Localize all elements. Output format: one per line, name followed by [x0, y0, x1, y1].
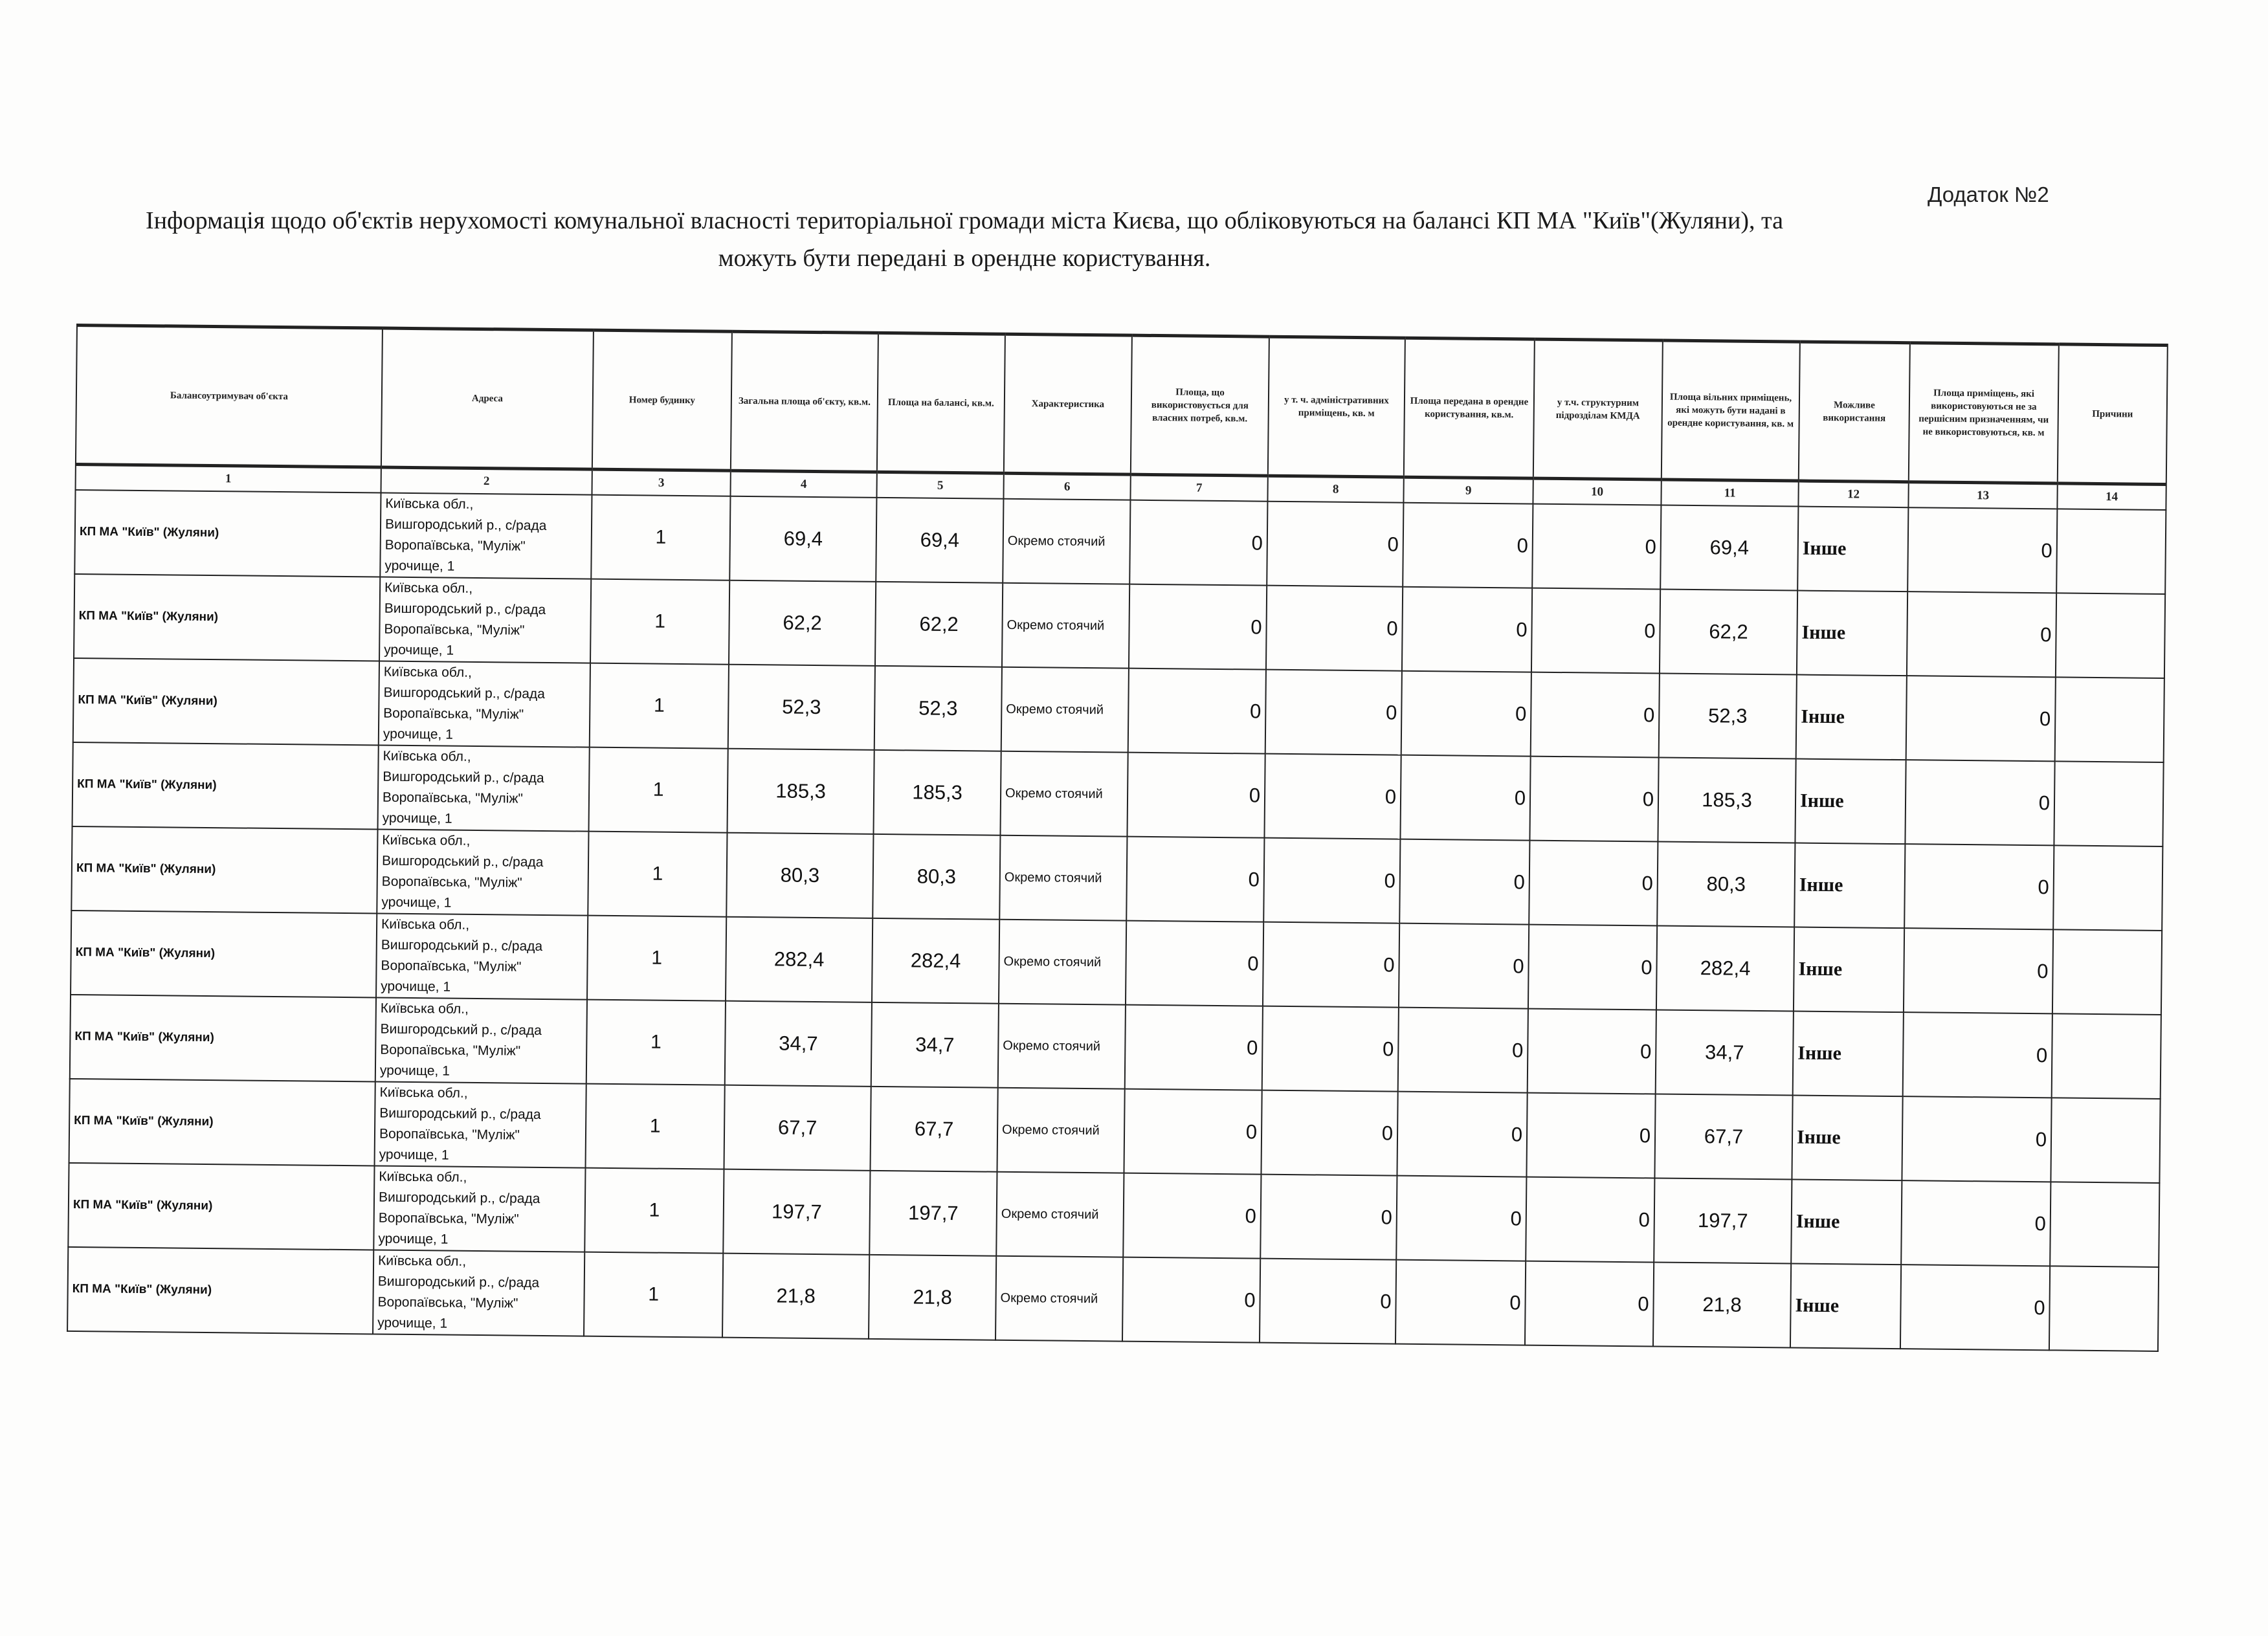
leased-area-cell: 0: [1403, 503, 1533, 588]
leased-area-cell: 0: [1400, 755, 1530, 841]
balance-area-cell: 34,7: [871, 1002, 999, 1088]
balance-holder-cell: КП МА "Київ" (Жуляни): [72, 742, 379, 830]
column-header: Площа вільних приміщень, які можуть бути надані в орендне користування, кв. м: [1662, 340, 1800, 481]
free-area-cell: 52,3: [1659, 674, 1797, 759]
characteristic-cell: Окремо стоячий: [1002, 583, 1129, 669]
characteristic-cell: Окремо стоячий: [997, 1088, 1124, 1173]
column-number: 9: [1403, 477, 1533, 503]
balance-holder-cell: КП МА "Київ" (Жуляни): [74, 574, 380, 661]
possible-use-cell: Інше: [1797, 507, 1908, 592]
admin-area-cell: 0: [1262, 1006, 1399, 1092]
characteristic-cell: Окремо стоячий: [999, 835, 1127, 921]
column-header: Причини: [2058, 344, 2168, 485]
leased-area-cell: 0: [1399, 923, 1529, 1009]
table-container: [67, 324, 2167, 1352]
leased-area-cell: 0: [1399, 839, 1529, 925]
characteristic-cell: Окремо стоячий: [1000, 751, 1128, 837]
balance-holder-cell: КП МА "Київ" (Жуляни): [70, 995, 376, 1082]
reasons-cell: [2054, 761, 2163, 846]
column-number: 5: [876, 472, 1003, 498]
unused-area-cell: 0: [1907, 507, 2057, 593]
total-area-cell: 69,4: [729, 496, 876, 582]
leased-area-cell: 0: [1398, 1008, 1528, 1093]
address-cell: Київська обл., Вишгородський р., с/рада Воропаївська, "Мулiж" урочище, 1: [373, 1250, 584, 1336]
own-use-area-cell: 0: [1126, 921, 1263, 1006]
leased-area-cell: 0: [1395, 1260, 1526, 1345]
column-header: Номер будинку: [592, 330, 732, 470]
balance-area-cell: 62,2: [875, 582, 1003, 667]
column-number: 2: [381, 467, 592, 495]
total-area-cell: 34,7: [725, 1001, 872, 1087]
reasons-cell: [2052, 1013, 2161, 1099]
column-header: Балансоутримувач об'єкта: [76, 326, 383, 468]
free-area-cell: 34,7: [1656, 1010, 1794, 1095]
possible-use-cell: Інше: [1797, 591, 1907, 676]
column-header: Площа приміщень, які використовуються не за першісним призначенням, чи не використовуються, кв. м: [1909, 343, 2059, 483]
column-header: Площа на балансі, кв.м.: [877, 333, 1005, 473]
possible-use-cell: Інше: [1793, 1011, 1904, 1097]
column-number: 13: [1908, 482, 2057, 509]
column-header: Характеристика: [1004, 334, 1132, 474]
house-number-cell: 1: [586, 1000, 726, 1085]
address-cell: Київська обл., Вишгородський р., с/рада Воропаївська, "Мулiж" урочище, 1: [375, 1081, 586, 1167]
free-area-cell: 282,4: [1656, 925, 1794, 1011]
address-cell: Київська обл., Вишгородський р., с/рада Воропаївська, "Мулiж" урочище, 1: [375, 997, 587, 1083]
table-body: [67, 490, 2166, 1351]
kmda-area-cell: 0: [1528, 1009, 1656, 1094]
own-use-area-cell: 0: [1124, 1089, 1262, 1175]
leased-area-cell: 0: [1402, 587, 1532, 672]
own-use-area-cell: 0: [1125, 1005, 1263, 1090]
address-cell: Київська обл., Вишгородський р., с/рада Воропаївська, "Мулiж" урочище, 1: [373, 1166, 585, 1252]
leased-area-cell: 0: [1396, 1176, 1526, 1261]
kmda-area-cell: 0: [1526, 1093, 1655, 1178]
total-area-cell: 52,3: [728, 665, 875, 750]
unused-area-cell: 0: [1902, 1096, 2051, 1182]
column-header: Можливе використання: [1799, 342, 1910, 482]
reasons-cell: [2055, 677, 2164, 762]
unused-area-cell: 0: [1904, 844, 2054, 929]
address-cell: Київська обл., Вишгородський р., с/рада Воропаївська, "Мулiж" урочище, 1: [378, 746, 590, 832]
free-area-cell: 21,8: [1653, 1262, 1791, 1347]
address-cell: Київська обл., Вишгородський р., с/рада Воропаївська, "Мулiж" урочище, 1: [376, 913, 588, 999]
column-header: Загальна площа об'єкту, кв.м.: [731, 331, 878, 472]
balance-holder-cell: КП МА "Київ" (Жуляни): [67, 1247, 373, 1334]
kmda-area-cell: 0: [1529, 841, 1658, 926]
address-cell: Київська обл., Вишгородський р., с/рада Воропаївська, "Мулiж" урочище, 1: [377, 830, 588, 916]
admin-area-cell: 0: [1263, 838, 1400, 923]
balance-area-cell: 282,4: [872, 918, 999, 1004]
possible-use-cell: Інше: [1795, 759, 1906, 845]
balance-area-cell: 80,3: [873, 834, 1000, 920]
balance-holder-cell: КП МА "Київ" (Жуляни): [73, 658, 379, 746]
property-table: [67, 324, 2168, 1352]
column-number: 7: [1130, 474, 1267, 502]
balance-area-cell: 67,7: [870, 1087, 997, 1172]
annex-label: Додаток №2: [1928, 182, 2049, 206]
admin-area-cell: 0: [1265, 670, 1402, 755]
possible-use-cell: Інше: [1792, 1096, 1902, 1181]
admin-area-cell: 0: [1267, 502, 1403, 587]
reasons-cell: [2053, 845, 2162, 931]
possible-use-cell: Інше: [1794, 927, 1904, 1013]
characteristic-cell: Окремо стоячий: [1001, 667, 1129, 753]
page-title: [91, 202, 1838, 277]
own-use-area-cell: 0: [1129, 584, 1267, 670]
free-area-cell: 80,3: [1657, 841, 1795, 927]
unused-area-cell: 0: [1903, 1012, 2052, 1098]
leased-area-cell: 0: [1401, 671, 1531, 757]
column-header: Площа, що використовується для власних потреб, кв.м.: [1131, 335, 1269, 476]
unused-area-cell: 0: [1901, 1180, 2051, 1266]
reasons-cell: [2049, 1266, 2159, 1351]
kmda-area-cell: 0: [1531, 588, 1660, 674]
column-number: 12: [1798, 481, 1908, 507]
balance-holder-cell: КП МА "Київ" (Жуляни): [71, 826, 377, 914]
balance-holder-cell: КП МА "Київ" (Жуляни): [69, 1079, 375, 1166]
balance-holder-cell: КП МА "Київ" (Жуляни): [74, 490, 381, 577]
kmda-area-cell: 0: [1526, 1177, 1654, 1263]
kmda-area-cell: 0: [1525, 1261, 1654, 1347]
house-number-cell: 1: [587, 916, 726, 1001]
balance-area-cell: 69,4: [876, 498, 1003, 583]
own-use-area-cell: 0: [1126, 837, 1264, 922]
admin-area-cell: 0: [1260, 1175, 1397, 1260]
total-area-cell: 67,7: [724, 1085, 871, 1171]
total-area-cell: 62,2: [729, 580, 876, 666]
characteristic-cell: Окремо стоячий: [1003, 499, 1130, 584]
title-line-1: Інформація щодо об'єктів нерухомості комунальної власності територіальної громади міста Києва, що обліковуються на балансі КП МА "Київ"(Жуляни), та: [146, 207, 1783, 234]
house-number-cell: 1: [584, 1252, 723, 1338]
total-area-cell: 21,8: [722, 1254, 869, 1339]
column-header: Площа передана в орендне користування, кв.м.: [1404, 338, 1535, 478]
house-number-cell: 1: [586, 1084, 725, 1169]
address-cell: Київська обл., Вишгородський р., с/рада Воропаївська, "Мулiж" урочище, 1: [379, 661, 590, 747]
column-number: 3: [592, 469, 730, 496]
column-number: 1: [76, 464, 381, 492]
unused-area-cell: 0: [1906, 676, 2056, 761]
characteristic-cell: Окремо стоячий: [999, 920, 1126, 1005]
house-number-cell: 1: [590, 579, 729, 665]
admin-area-cell: 0: [1260, 1259, 1396, 1344]
free-area-cell: 69,4: [1660, 505, 1798, 591]
column-number: 14: [2057, 483, 2166, 510]
balance-area-cell: 52,3: [874, 666, 1002, 751]
possible-use-cell: Інше: [1791, 1180, 1902, 1265]
total-area-cell: 282,4: [726, 917, 873, 1002]
column-number: 4: [730, 470, 876, 498]
free-area-cell: 67,7: [1654, 1094, 1792, 1179]
reasons-cell: [2051, 1098, 2160, 1183]
characteristic-cell: Окремо стоячий: [995, 1256, 1123, 1342]
possible-use-cell: Інше: [1794, 843, 1905, 929]
balance-area-cell: 21,8: [869, 1255, 996, 1340]
unused-area-cell: 0: [1907, 591, 2056, 677]
free-area-cell: 62,2: [1660, 590, 1797, 675]
house-number-cell: 1: [589, 747, 728, 833]
total-area-cell: 80,3: [726, 833, 873, 918]
characteristic-cell: Окремо стоячий: [996, 1172, 1124, 1257]
column-number: 10: [1533, 478, 1661, 505]
balance-holder-cell: КП МА "Київ" (Жуляни): [68, 1163, 374, 1250]
reasons-cell: [2050, 1182, 2159, 1267]
reasons-cell: [2056, 509, 2166, 594]
kmda-area-cell: 0: [1528, 925, 1657, 1010]
house-number-cell: 1: [584, 1168, 724, 1254]
characteristic-cell: Окремо стоячий: [998, 1004, 1126, 1089]
possible-use-cell: Інше: [1790, 1263, 1901, 1349]
own-use-area-cell: 0: [1127, 753, 1265, 838]
free-area-cell: 197,7: [1654, 1178, 1792, 1263]
admin-area-cell: 0: [1264, 754, 1401, 839]
column-number: 6: [1003, 473, 1130, 500]
house-number-cell: 1: [590, 663, 729, 749]
house-number-cell: 1: [591, 495, 730, 580]
own-use-area-cell: 0: [1129, 500, 1267, 586]
balance-holder-cell: КП МА "Київ" (Жуляни): [71, 911, 377, 998]
reasons-cell: [2056, 593, 2165, 678]
own-use-area-cell: 0: [1122, 1257, 1260, 1343]
kmda-area-cell: 0: [1529, 757, 1658, 842]
possible-use-cell: Інше: [1796, 675, 1907, 760]
address-cell: Київська обл., Вишгородський р., с/рада Воропаївська, "Мулiж" урочище, 1: [380, 493, 592, 579]
leased-area-cell: 0: [1397, 1092, 1527, 1177]
column-number: 11: [1661, 480, 1798, 507]
unused-area-cell: 0: [1905, 760, 2054, 845]
total-area-cell: 185,3: [727, 749, 874, 834]
column-header: у т. ч. адміністративних приміщень, кв. м: [1268, 337, 1405, 477]
own-use-area-cell: 0: [1123, 1173, 1261, 1259]
free-area-cell: 185,3: [1658, 757, 1796, 843]
kmda-area-cell: 0: [1531, 672, 1660, 758]
admin-area-cell: 0: [1261, 1090, 1397, 1176]
column-header: Адреса: [381, 328, 594, 469]
title-line-2: можуть бути передані в орендне користування.: [718, 245, 1211, 272]
own-use-area-cell: 0: [1128, 669, 1266, 754]
unused-area-cell: 0: [1904, 928, 2053, 1013]
header-row: [76, 326, 2168, 485]
reasons-cell: [2052, 929, 2162, 1015]
total-area-cell: 197,7: [723, 1169, 870, 1255]
admin-area-cell: 0: [1263, 922, 1399, 1008]
address-cell: Київська обл., Вишгородський р., с/рада Воропаївська, "Мулiж" урочище, 1: [379, 577, 591, 663]
kmda-area-cell: 0: [1532, 504, 1661, 590]
unused-area-cell: 0: [1900, 1265, 2050, 1350]
column-header: у т.ч. структурним підрозділам КМДА: [1533, 339, 1663, 480]
balance-area-cell: 185,3: [873, 750, 1001, 835]
balance-area-cell: 197,7: [869, 1171, 997, 1256]
house-number-cell: 1: [588, 832, 727, 917]
column-number: 8: [1267, 476, 1403, 503]
admin-area-cell: 0: [1266, 586, 1403, 671]
